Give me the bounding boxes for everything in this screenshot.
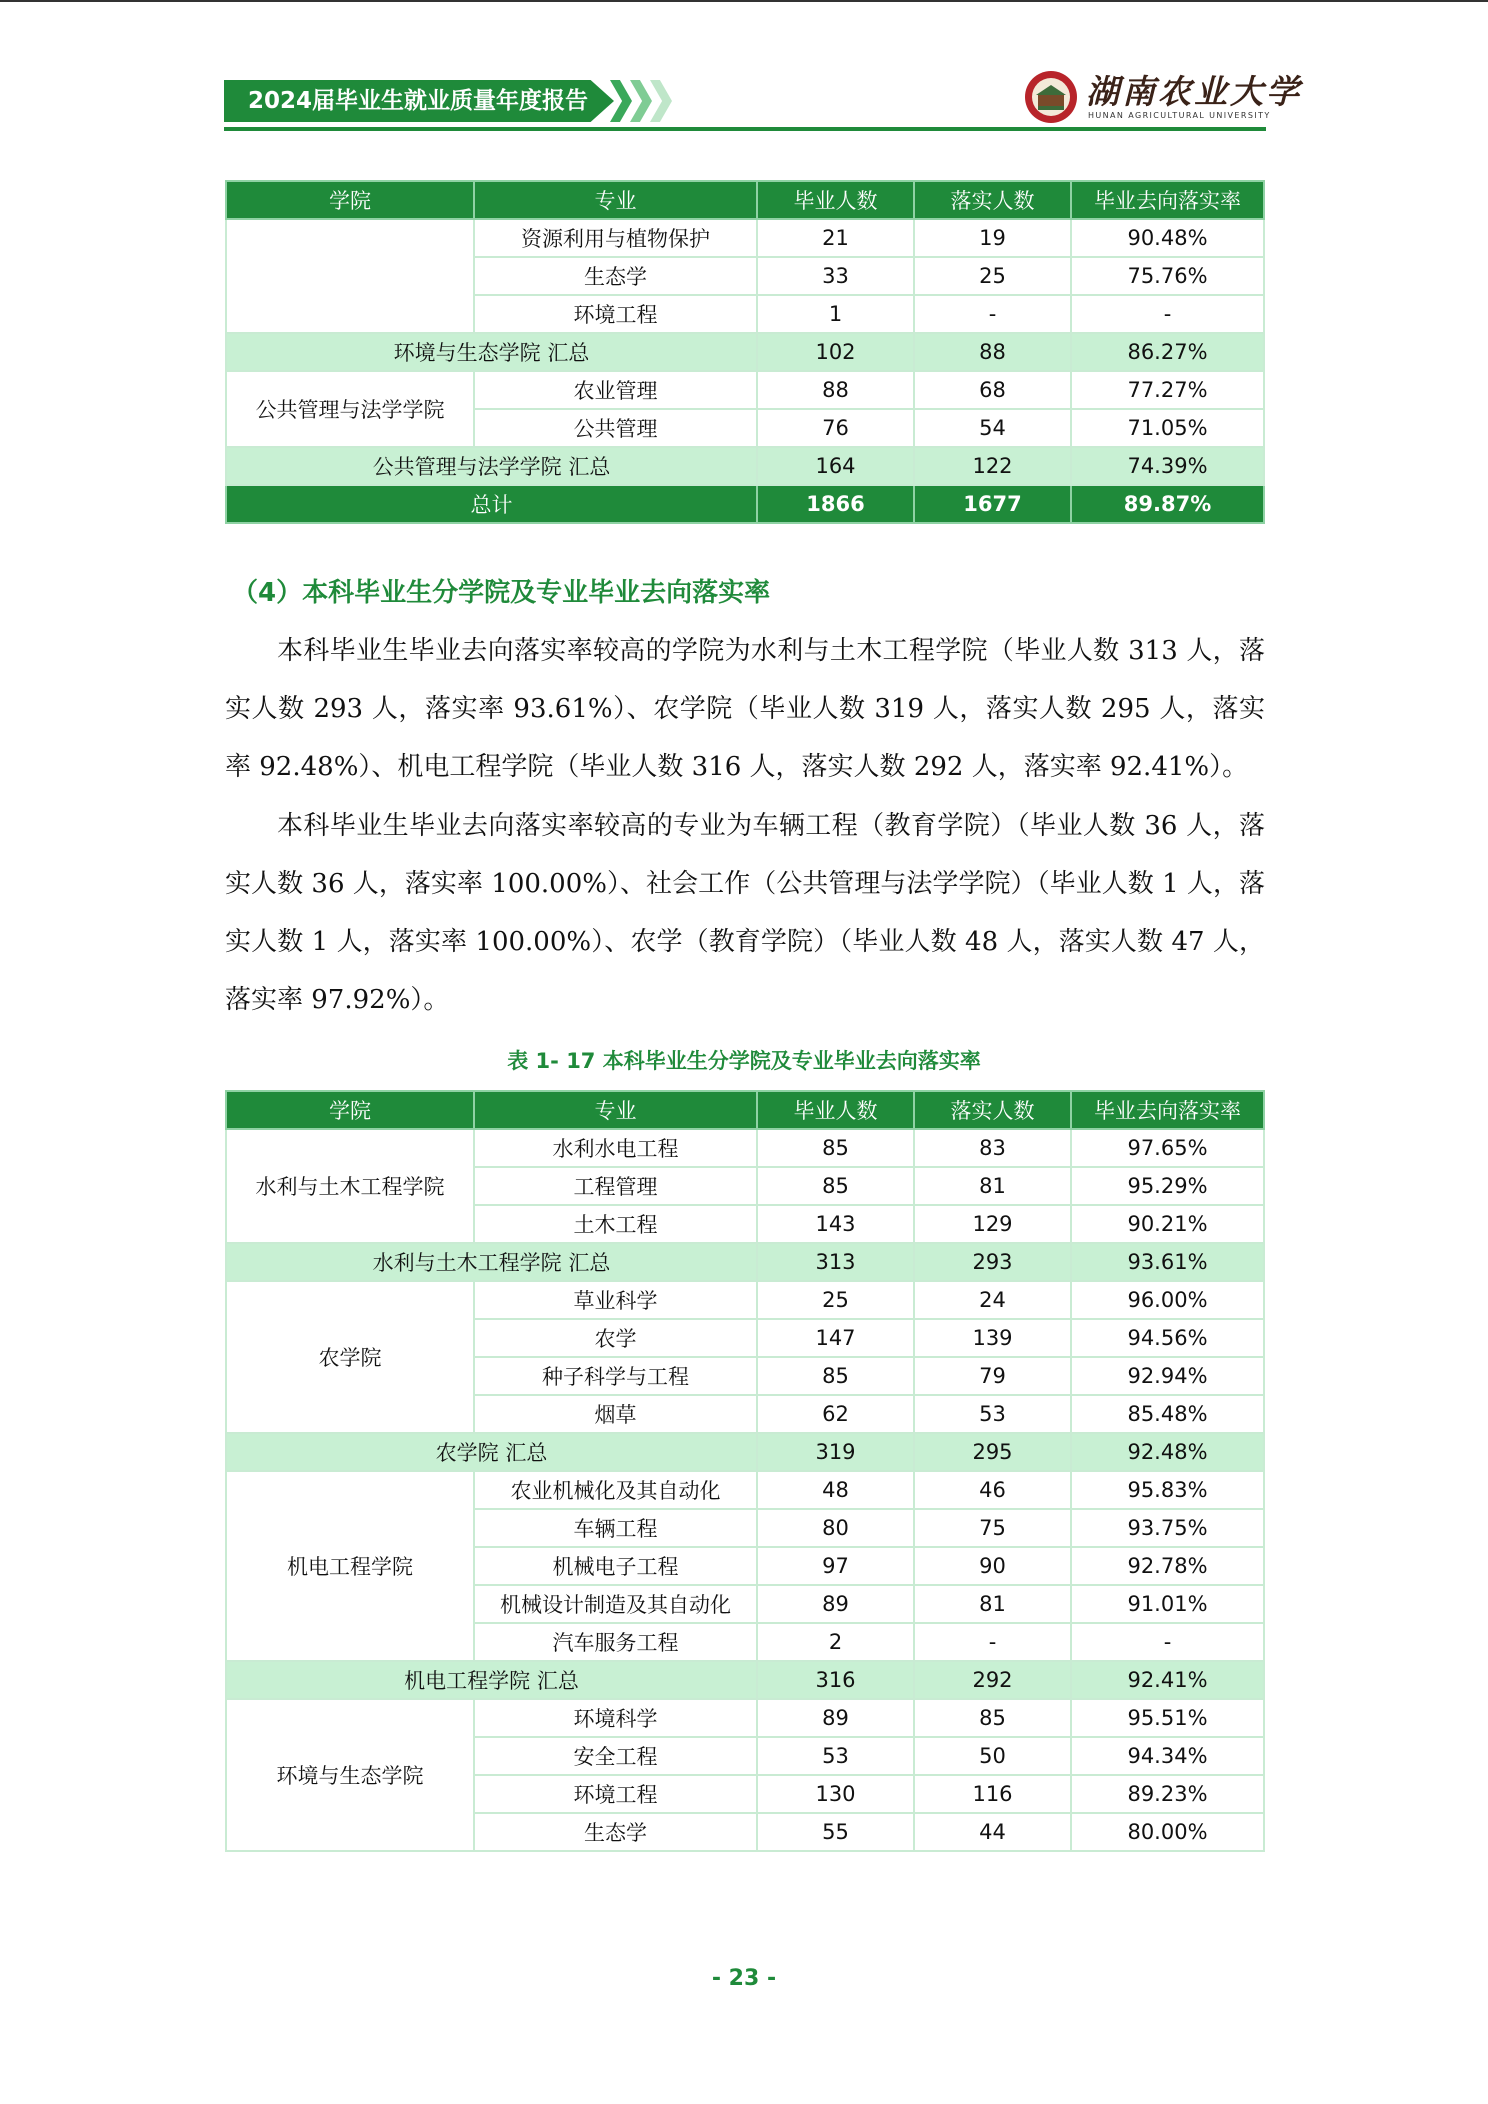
major-cell: 农业机械化及其自动化 (474, 1471, 757, 1509)
subtotal-label: 机电工程学院 汇总 (226, 1661, 757, 1699)
rate-cell: 94.56% (1071, 1319, 1264, 1357)
graduates-cell: 85 (757, 1357, 914, 1395)
graduates-cell: 88 (757, 371, 914, 409)
graduates-cell: 85 (757, 1129, 914, 1167)
top-border (0, 0, 1488, 2)
major-cell: 烟草 (474, 1395, 757, 1433)
placed-cell: 81 (914, 1167, 1071, 1205)
graduates-cell: 62 (757, 1395, 914, 1433)
total-row (226, 485, 1264, 523)
rate-cell: 92.78% (1071, 1547, 1264, 1585)
rate-cell: 75.76% (1071, 257, 1264, 295)
university-name-cn: 湖南农业大学 (1086, 72, 1302, 111)
subtotal-row (226, 1243, 1264, 1281)
rate-cell: 96.00% (1071, 1281, 1264, 1319)
major-cell: 环境科学 (474, 1699, 757, 1737)
column-header: 落实人数 (914, 181, 1071, 219)
header-rule (224, 127, 1266, 131)
page-number: - 23 - (711, 1966, 777, 1991)
placed-cell: 53 (914, 1395, 1071, 1433)
placed-cell: 25 (914, 257, 1071, 295)
university-seal-icon (1024, 70, 1078, 124)
section-heading: （4）本科毕业生分学院及专业毕业去向落实率 (232, 578, 771, 608)
graduates-cell: 48 (757, 1471, 914, 1509)
college-cell: 环境与生态学院 (226, 1699, 474, 1851)
subtotal-row (226, 447, 1264, 485)
graduates-cell: 55 (757, 1813, 914, 1851)
graduates-cell: 164 (757, 447, 914, 485)
major-cell: 机械电子工程 (474, 1547, 757, 1585)
placed-cell: 54 (914, 409, 1071, 447)
rate-cell: 90.21% (1071, 1205, 1264, 1243)
university-name-en: HUNAN AGRICULTURAL UNIVERSITY (1088, 111, 1271, 120)
subtotal-row (226, 1433, 1264, 1471)
column-header: 专业 (474, 181, 757, 219)
graduates-cell: 1 (757, 295, 914, 333)
placed-cell: 50 (914, 1737, 1071, 1775)
rate-cell: 94.34% (1071, 1737, 1264, 1775)
rate-cell: 91.01% (1071, 1585, 1264, 1623)
major-cell: 车辆工程 (474, 1509, 757, 1547)
subtotal-row (226, 1661, 1264, 1699)
table-row (226, 1129, 1264, 1167)
rate-cell: 90.48% (1071, 219, 1264, 257)
rate-cell: 97.65% (1071, 1129, 1264, 1167)
placed-cell: 90 (914, 1547, 1071, 1585)
graduates-cell: 1866 (757, 485, 914, 523)
graduates-cell: 53 (757, 1737, 914, 1775)
graduates-cell: 143 (757, 1205, 914, 1243)
table-row (226, 219, 1264, 257)
graduates-cell: 2 (757, 1623, 914, 1661)
rate-cell: 74.39% (1071, 447, 1264, 485)
column-header: 毕业去向落实率 (1071, 1091, 1264, 1129)
graduates-cell: 97 (757, 1547, 914, 1585)
placed-cell: 85 (914, 1699, 1071, 1737)
paragraph: 本科毕业生毕业去向落实率较高的专业为车辆工程（教育学院）（毕业人数 36 人，落实人数 36 人，落实率 100.00%）、社会工作（公共管理与法学学院）（毕业人数 1 人，落实人数 1 人，落实率 100.00%）、农学（教育学院）（毕业人数 48 人，落实人数 47 人，落实率 97.92%）。 (225, 811, 1265, 1015)
graduates-cell: 89 (757, 1699, 914, 1737)
college-cell (226, 219, 474, 333)
column-header: 落实人数 (914, 1091, 1071, 1129)
major-cell: 农学 (474, 1319, 757, 1357)
subtotal-label: 公共管理与法学学院 汇总 (226, 447, 757, 485)
major-cell: 环境工程 (474, 295, 757, 333)
table-header-row (226, 1091, 1264, 1129)
college-cell: 公共管理与法学学院 (226, 371, 474, 447)
placed-cell: 1677 (914, 485, 1071, 523)
major-cell: 环境工程 (474, 1775, 757, 1813)
rate-cell: 92.48% (1071, 1433, 1264, 1471)
major-cell: 汽车服务工程 (474, 1623, 757, 1661)
college-cell: 机电工程学院 (226, 1471, 474, 1661)
graduates-cell: 316 (757, 1661, 914, 1699)
rate-cell: 71.05% (1071, 409, 1264, 447)
major-cell: 农业管理 (474, 371, 757, 409)
college-cell: 水利与土木工程学院 (226, 1129, 474, 1243)
table-header-row (226, 181, 1264, 219)
column-header: 专业 (474, 1091, 757, 1129)
column-header: 学院 (226, 1091, 474, 1129)
placed-cell: 44 (914, 1813, 1071, 1851)
placed-cell: 79 (914, 1357, 1071, 1395)
major-cell: 资源利用与植物保护 (474, 219, 757, 257)
placed-cell: 295 (914, 1433, 1071, 1471)
column-header: 毕业去向落实率 (1071, 181, 1264, 219)
graduates-cell: 313 (757, 1243, 914, 1281)
major-cell: 土木工程 (474, 1205, 757, 1243)
graduates-cell: 130 (757, 1775, 914, 1813)
placed-cell: 81 (914, 1585, 1071, 1623)
graduates-cell: 21 (757, 219, 914, 257)
graduates-cell: 147 (757, 1319, 914, 1357)
rate-cell: 85.48% (1071, 1395, 1264, 1433)
total-label: 总计 (226, 485, 757, 523)
placed-cell: 122 (914, 447, 1071, 485)
major-cell: 生态学 (474, 257, 757, 295)
table-caption: 表 1- 17 本科毕业生分学院及专业毕业去向落实率 (507, 1049, 981, 1073)
rate-cell: 86.27% (1071, 333, 1264, 371)
subtotal-label: 农学院 汇总 (226, 1433, 757, 1471)
subtotal-label: 环境与生态学院 汇总 (226, 333, 757, 371)
placed-cell: 46 (914, 1471, 1071, 1509)
rate-cell: 89.87% (1071, 485, 1264, 523)
rate-cell: - (1071, 1623, 1264, 1661)
rate-cell: 95.51% (1071, 1699, 1264, 1737)
rate-cell: - (1071, 295, 1264, 333)
graduates-cell: 85 (757, 1167, 914, 1205)
placed-cell: 83 (914, 1129, 1071, 1167)
column-header: 毕业人数 (757, 181, 914, 219)
table-row (226, 1471, 1264, 1509)
placed-cell: 116 (914, 1775, 1071, 1813)
placed-cell: 24 (914, 1281, 1071, 1319)
placed-cell: 292 (914, 1661, 1071, 1699)
graduates-cell: 102 (757, 333, 914, 371)
placed-cell: 293 (914, 1243, 1071, 1281)
continued-table (225, 180, 1265, 524)
major-cell: 种子科学与工程 (474, 1357, 757, 1395)
placed-cell: - (914, 1623, 1071, 1661)
column-header: 学院 (226, 181, 474, 219)
report-title: 2024届毕业生就业质量年度报告 (248, 88, 589, 114)
rate-cell: 93.61% (1071, 1243, 1264, 1281)
placed-cell: 88 (914, 333, 1071, 371)
placed-cell: 75 (914, 1509, 1071, 1547)
placed-cell: - (914, 295, 1071, 333)
graduates-cell: 89 (757, 1585, 914, 1623)
column-header: 毕业人数 (757, 1091, 914, 1129)
college-cell: 农学院 (226, 1281, 474, 1433)
major-cell: 公共管理 (474, 409, 757, 447)
placed-cell: 19 (914, 219, 1071, 257)
graduates-cell: 80 (757, 1509, 914, 1547)
rate-cell: 95.83% (1071, 1471, 1264, 1509)
graduates-cell: 76 (757, 409, 914, 447)
rate-cell: 92.94% (1071, 1357, 1264, 1395)
placed-cell: 68 (914, 371, 1071, 409)
placed-cell: 129 (914, 1205, 1071, 1243)
rate-cell: 92.41% (1071, 1661, 1264, 1699)
major-cell: 草业科学 (474, 1281, 757, 1319)
rate-cell: 89.23% (1071, 1775, 1264, 1813)
major-cell: 工程管理 (474, 1167, 757, 1205)
major-cell: 生态学 (474, 1813, 757, 1851)
college-major-table (225, 1090, 1265, 1852)
major-cell: 水利水电工程 (474, 1129, 757, 1167)
rate-cell: 80.00% (1071, 1813, 1264, 1851)
chevron-icon (650, 80, 672, 122)
rate-cell: 93.75% (1071, 1509, 1264, 1547)
graduates-cell: 33 (757, 257, 914, 295)
graduates-cell: 319 (757, 1433, 914, 1471)
major-cell: 安全工程 (474, 1737, 757, 1775)
major-cell: 机械设计制造及其自动化 (474, 1585, 757, 1623)
table-row (226, 1281, 1264, 1319)
subtotal-row (226, 333, 1264, 371)
subtotal-label: 水利与土木工程学院 汇总 (226, 1243, 757, 1281)
rate-cell: 77.27% (1071, 371, 1264, 409)
rate-cell: 95.29% (1071, 1167, 1264, 1205)
table-row (226, 1699, 1264, 1737)
graduates-cell: 25 (757, 1281, 914, 1319)
paragraph: 本科毕业生毕业去向落实率较高的学院为水利与土木工程学院（毕业人数 313 人，落实人数 293 人，落实率 93.61%）、农学院（毕业人数 319 人，落实人数 295 人，落实率 92.48%）、机电工程学院（毕业人数 316 人，落实人数 292 人，落实率 92.41%）。 (225, 636, 1265, 782)
chevron-icon (630, 80, 652, 122)
table-row (226, 371, 1264, 409)
placed-cell: 139 (914, 1319, 1071, 1357)
